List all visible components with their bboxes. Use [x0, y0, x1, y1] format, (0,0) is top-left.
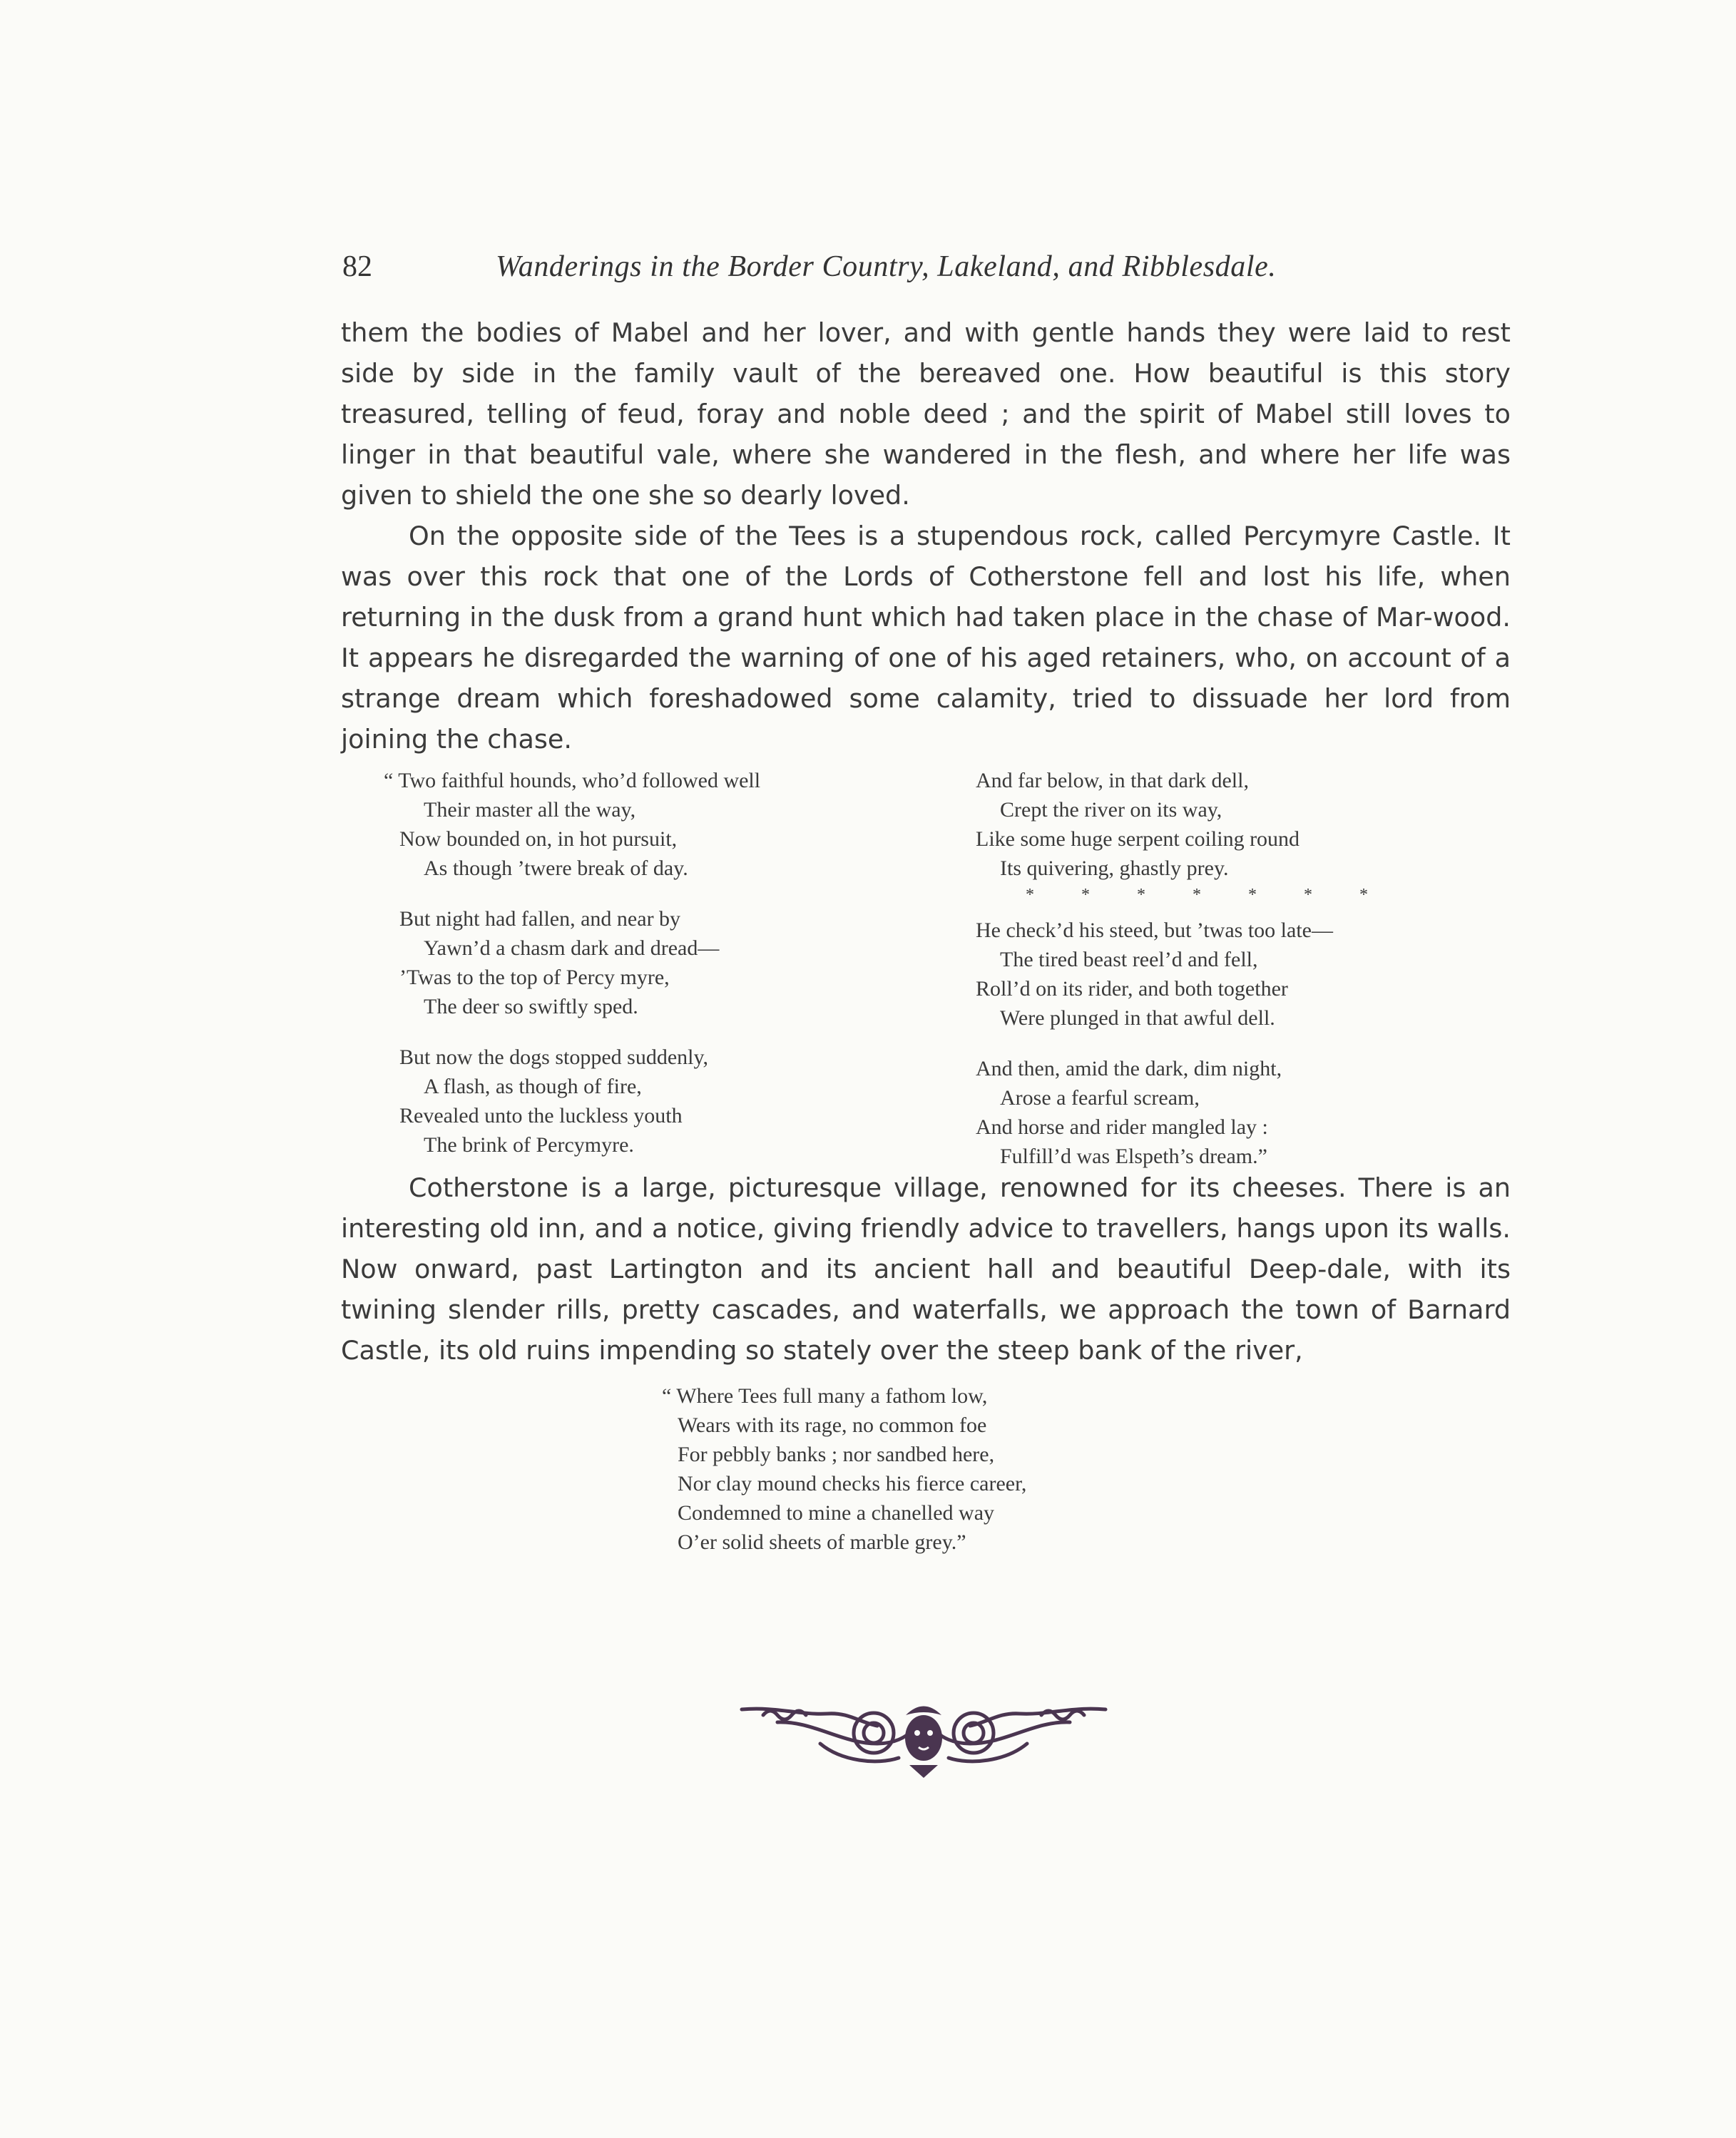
section-break-stars: * * * * * * *: [1026, 886, 1389, 904]
poem-tees: [662, 1381, 1027, 1557]
verse-line: The tired beast reel’d and fell,: [1000, 948, 1258, 971]
poem-stanza: [976, 1054, 1389, 1171]
paragraph-cotherstone: Cotherstone is a large, picturesque village, renowned for its cheeses. There is an interesting old inn, and a notice, giving friendly advice to travellers, hangs upon its walls. Now onward, past Lartington and its ancient hall and beautiful Deep-dale, with its twining slender rills, pretty cascades, and waterfalls, we approach the town of Barnard Castle, its old ruins impending so stately over the steep bank of the river,: [341, 1172, 1511, 1366]
verse-line: Revealed unto the luckless youth: [399, 1104, 683, 1127]
poem-stanza: [384, 766, 761, 883]
verse-line: Their master all the way,: [424, 798, 636, 822]
paragraph-block-2: [341, 1167, 1511, 1371]
paragraph-block-1: [341, 312, 1511, 759]
verse-line: And then, amid the dark, dim night,: [976, 1057, 1282, 1080]
verse-line: Like some huge serpent coiling round: [976, 827, 1300, 851]
verse-line: Nor clay mound checks his fierce career,: [678, 1472, 1027, 1495]
verse-line: Its quivering, ghastly prey.: [1000, 856, 1229, 880]
verse-line: Yawn’d a chasm dark and dread—: [424, 936, 720, 960]
verse-line: He check’d his steed, but ’twas too late—: [976, 919, 1333, 942]
poem-stanza: [976, 766, 1389, 883]
verse-line: The deer so swiftly sped.: [424, 995, 638, 1018]
verse-line: But night had fallen, and near by: [399, 907, 681, 931]
verse-line: Wears with its rage, no common foe: [678, 1413, 987, 1437]
page-number: 82: [342, 250, 372, 283]
paragraph-continued: them the bodies of Mabel and her lover, and with gentle hands they were laid to rest side by side in the family vault of the bereaved one. How beautiful is this story treasured, telling of feud, foray and noble deed ; and the spirit of Mabel still loves to linger in that beautiful vale, where she wandered in the flesh, and where her life was given to shield the one she so dearly loved.: [341, 317, 1511, 511]
verse-line: The brink of Percymyre.: [424, 1133, 634, 1157]
verse-line: Crept the river on its way,: [1000, 798, 1222, 822]
verse-line: For pebbly banks ; nor sandbed here,: [678, 1443, 995, 1466]
running-title: Wanderings in the Border Country, Lakeland, and Ribblesdale.: [496, 250, 1277, 283]
verse-line: And horse and rider mangled lay :: [976, 1115, 1268, 1139]
verse-line: O’er solid sheets of marble grey.”: [678, 1530, 966, 1554]
verse-line: Roll’d on its rider, and both together: [976, 977, 1288, 1001]
verse-line: “ Where Tees full many a fathom low,: [662, 1384, 988, 1408]
poem-stanza: [976, 916, 1389, 1033]
verse-line: And far below, in that dark dell,: [976, 769, 1249, 792]
poem-stanza: [399, 904, 760, 1021]
poem-stanza: [399, 1043, 760, 1160]
tailpiece-ornament-icon: [735, 1694, 1113, 1779]
verse-line: Now bounded on, in hot pursuit,: [399, 827, 678, 851]
verse-line: Condemned to mine a chanelled way: [678, 1501, 995, 1525]
poem-column-right: [976, 766, 1389, 1192]
verse-line: “ Two faithful hounds, who’d followed well: [384, 769, 761, 792]
verse-line: A flash, as though of fire,: [424, 1075, 642, 1098]
poem-column-left: [384, 766, 761, 1181]
verse-line: ’Twas to the top of Percy myre,: [399, 966, 670, 989]
verse-line: Arose a fearful scream,: [1000, 1086, 1200, 1110]
verse-line: But now the dogs stopped suddenly,: [399, 1045, 709, 1069]
verse-line: As though ’twere break of day.: [424, 856, 688, 880]
verse-line: Were plunged in that awful dell.: [1000, 1006, 1275, 1030]
verse-line: Fulfill’d was Elspeth’s dream.”: [1000, 1145, 1267, 1168]
paragraph-percymyre: On the opposite side of the Tees is a stupendous rock, called Percymyre Castle. It was over this rock that one of the Lords of Cotherstone fell and lost his life, when returning in the dusk from a grand hunt which had taken place in the chase of Mar-wood. It appears he disregarded the warning of one of his aged retainers, who, on account of a strange dream which foreshadowed some calamity, tried to dissuade her lord from joining the chase.: [341, 521, 1511, 755]
